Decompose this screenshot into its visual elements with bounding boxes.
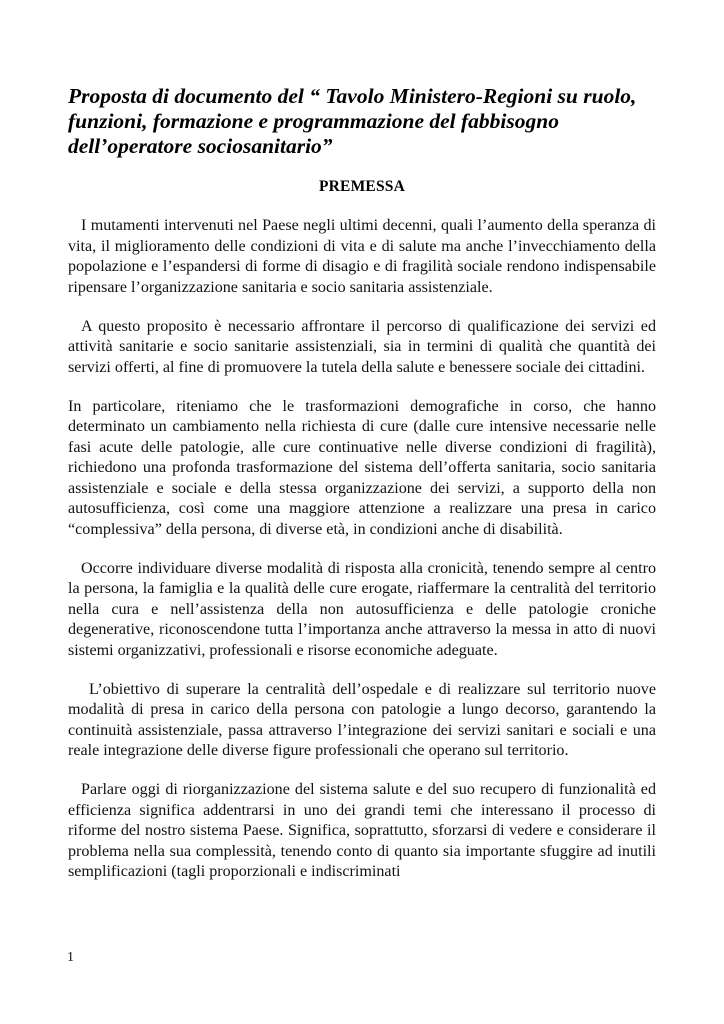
paragraph-2: A questo proposito è necessario affrontare il percorso di qualificazione dei servizi ed attività sanitarie e socio sanitarie assistenziali, sia in termini di qualità che quantità dei servizi offerti, al fine di promuovere la tutela della salute e benessere sociale dei cittadini. [68, 317, 656, 376]
paragraph-5: L’obiettivo di superare la centralità dell’ospedale e di realizzare sul territorio nuove modalità di presa in carico della persona con patologie a lungo decorso, garantendo la continuità assistenziale, passa attraverso l’integrazione dei servizi sanitari e sociali e una reale integrazione delle diverse figure professionali che operano sul territorio. [68, 680, 656, 759]
paragraph-3: In particolare, riteniamo che le trasformazioni demografiche in corso, che hanno determinato un cambiamento nella richiesta di cure (dalle cure intensive necessarie nelle fasi acute delle patologie, alle cure continuative nelle diverse condizioni di fragilità), richiedono una profonda trasformazione del sistema dell’offerta sanitaria, socio sanitaria assistenziale e sociale e della stessa organizzazione dei servizi, a supporto della non autosufficienza, così come una maggiore attenzione a realizzare una presa in carico “complessiva” della persona, di diverse età, in condizioni anche di disabilità. [68, 397, 656, 538]
paragraph-4: Occorre individuare diverse modalità di risposta alla cronicità, tenendo sempre al centro la persona, la famiglia e la qualità delle cure erogate, riaffermare la centralità del territorio nella cura e nell’assistenza della non autosufficienza e delle patologie croniche degenerative, riconoscendone tutta l’importanza anche attraverso la messa in atto di nuovi sistemi organizzativi, professionali e risorse economiche adeguate. [68, 559, 656, 659]
page-number: 1 [67, 950, 74, 965]
document-title: Proposta di documento del “ Tavolo Ministero-Regioni su ruolo, funzioni, formazione e programmazione del fabbisogno dell’operatore sociosanitario” [68, 84, 637, 158]
document-body [68, 216, 656, 901]
paragraph-1: I mutamenti intervenuti nel Paese negli ultimi decenni, quali l’aumento della speranza di vita, il miglioramento delle condizioni di vita e di salute ma anche l’invecchiamento della popolazione e l’espandersi di forme di disagio e di fragilità sociale rendono indispensabile ripensare l’organizzazione sanitaria e socio sanitaria assistenziale. [68, 217, 656, 296]
section-heading-premessa: PREMESSA [318, 178, 405, 195]
paragraph-6: Parlare oggi di riorganizzazione del sistema salute e del suo recupero di funzionalità ed efficienza significa addentrarsi in uno dei grandi temi che interessano il processo di riforme del nostro sistema Paese. Significa, soprattutto, sforzarsi di vedere e considerare il problema nella sua complessità, tenendo conto di quanto sia importante sfuggire ad inutili semplificazioni (tagli proporzionali e indiscriminati [68, 781, 656, 880]
